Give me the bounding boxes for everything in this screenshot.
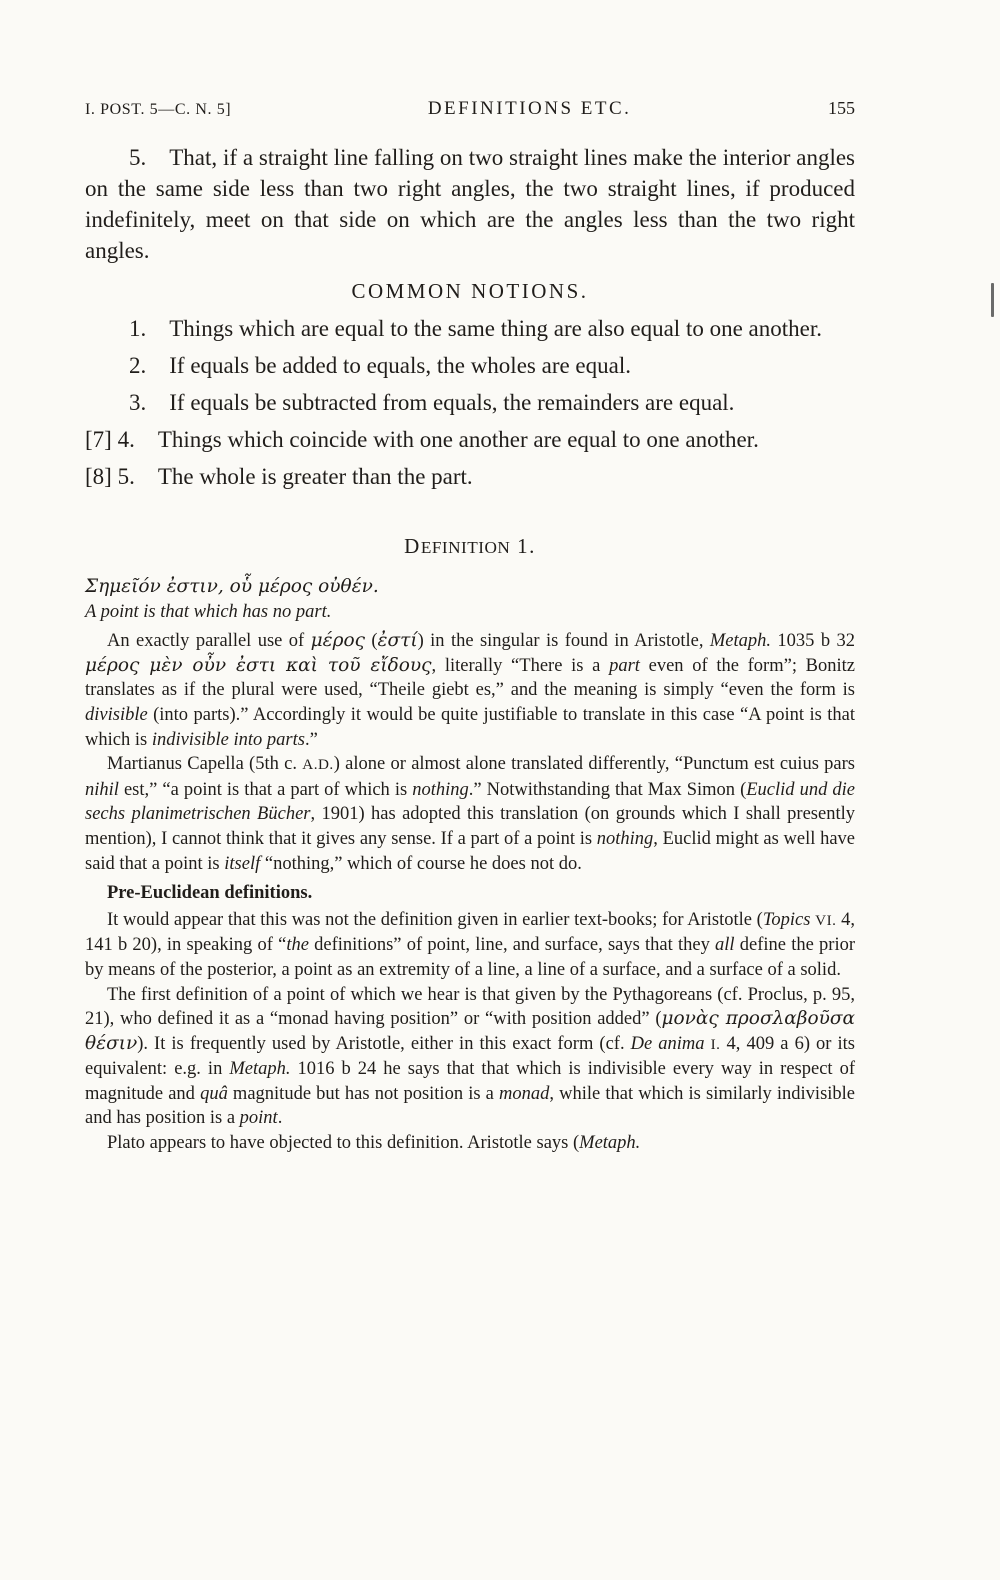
text-run: , 1901) has adopted this translation (on grounds which I shall presently mention), I cannot think that it gives any sense. If a part of a point is: [85, 804, 855, 849]
text-run: Metaph.: [229, 1059, 291, 1080]
running-head-title: DEFINITIONS ETC.: [427, 98, 632, 119]
text-run: D: [404, 534, 421, 558]
text-run: divisible: [85, 704, 148, 725]
text-run: Metaph.: [709, 631, 772, 652]
running-head: [85, 98, 855, 120]
text-run: ). It is frequently used by Aristotle, either in this exact form (cf.: [137, 1033, 631, 1054]
text-run: Pre-Euclidean definitions.: [107, 883, 313, 904]
common-notion-2: [85, 350, 855, 381]
note-paragraph-earlier-textbooks: [85, 908, 855, 983]
running-head-reference: I. POST. 5—C. N. 5]: [85, 101, 232, 118]
postulate-5-text: [85, 142, 855, 266]
common-notion-3: [85, 387, 855, 418]
definition-1-heading: [85, 534, 855, 559]
common-notion-1: [85, 313, 855, 344]
text-run: Plato appears to have objected to this definition. Aristotle says (: [107, 1133, 580, 1154]
text-run: ἐστί: [377, 630, 418, 652]
text-run: “nothing,” which of course he does not do.: [260, 853, 582, 874]
text-run: 3. If equals be subtracted from equals, the remainders are equal.: [129, 390, 735, 415]
text-run: An exactly parallel use of: [107, 631, 311, 652]
scan-artifact: [991, 283, 994, 317]
note-paragraph-parallel-use: [85, 629, 855, 752]
text-run: 4, 409 a 6) or its equivalent: e.g. in: [85, 1033, 856, 1080]
text-run: 2. If equals be added to equals, the wholes are equal.: [129, 353, 631, 378]
text-run: Euclid und die sechs planimetrischen Bücher: [85, 779, 855, 825]
text-run: all: [715, 935, 735, 956]
text-run: 1016 b 24 he says that that which is indivisible every way in respect of magnitude and: [85, 1059, 855, 1104]
text-run: definitions” of point, line, and surface, says that they: [308, 935, 716, 956]
text-run: 4, 141 b 20), in speaking of “: [85, 909, 856, 956]
text-run: itself: [224, 853, 261, 874]
common-notions-heading: COMMON NOTIONS.: [351, 279, 589, 303]
text-run: est,” “a point is that a part of which is: [118, 779, 413, 800]
text-run: De anima: [630, 1033, 705, 1054]
text-run: Metaph.: [579, 1133, 641, 1154]
text-run: 1.: [510, 534, 536, 558]
text-run: 1035 b 32: [771, 631, 856, 652]
text-run: A point is that which has no part.: [85, 601, 332, 622]
text-run: the: [286, 935, 309, 956]
text-run: nihil: [85, 779, 119, 800]
text-run: ) in the singular is found in Aristotle,: [417, 631, 710, 652]
text-run: , Euclid might as well have said that a point is: [85, 828, 855, 874]
text-run: It would appear that this was not the definition given in earlier text-books; for Aristotle (: [107, 909, 763, 930]
text-run: ) alone or almost alone translated differently, “Punctum est cuius pars: [333, 754, 855, 775]
text-run: μέρος: [310, 630, 365, 652]
text-run: define the prior by means of the posterior, a point as an extremity of a line, a line of a surface, and a surface of a solid.: [85, 935, 855, 980]
text-run: indivisible into parts: [151, 729, 305, 750]
text-run: magnitude but has not position is a: [227, 1083, 499, 1104]
common-notion-5: [85, 461, 855, 492]
note-heading-pre-euclidean: [85, 881, 855, 906]
common-notion-4: [85, 424, 855, 455]
note-paragraph-pythagoreans: [85, 983, 855, 1132]
text-run: μέρος μὲν οὖν ἐστι καὶ τοῦ εἴδους: [85, 654, 432, 676]
text-run: .: [277, 1108, 283, 1129]
text-run: monad: [499, 1083, 550, 1104]
text-run: Σημεῖόν ἐστιν, οὗ μέρος οὐθέν.: [85, 576, 379, 597]
text-run: μονὰς προσλαβοῦσα θέσιν: [85, 1008, 855, 1054]
text-run: [8] 5. The whole is greater than the part.: [85, 464, 473, 489]
text-run: quâ: [200, 1083, 228, 1104]
text-run: .” Notwithstanding that Max Simon (: [468, 779, 747, 800]
text-run: point: [239, 1108, 278, 1129]
text-run: (: [364, 631, 378, 652]
text-run: part: [609, 655, 640, 676]
text-run: [7] 4. Things which coincide with one another are equal to one another.: [85, 427, 759, 452]
text-run: 1. Things which are equal to the same thing are also equal to one another.: [129, 316, 822, 341]
text-run: nothing: [412, 779, 469, 800]
note-paragraph-plato: [85, 1131, 855, 1156]
text-run: even of the form”; Bonitz translates as if the plural were used, “Theile giebt es,” and the meaning is simply “even the form is: [85, 655, 855, 701]
text-run: (into parts).” Accordingly it would be quite justifiable to translate in this case “A point is that which is: [85, 704, 855, 750]
note-paragraph-martianus-capella: [85, 752, 855, 876]
text-run: 5. That, if a straight line falling on two straight lines make the interior angles on the same side less than two right angles, the two straight lines, if produced indefinitely, meet on that side on which are the angles less than the two right angles.: [85, 145, 855, 263]
text-run: EFINITION: [420, 538, 511, 557]
definition-1-greek: [85, 575, 855, 600]
definition-1-translation: [85, 600, 855, 625]
text-run: The first definition of a point of which we hear is that given by the Pythagoreans (cf. Proclus, p. 95, 21), who defined it as a “monad having position” or “with position added” (: [85, 984, 855, 1030]
text-run: VI.: [815, 911, 837, 929]
page-number: 155: [828, 98, 855, 118]
page-content: [85, 98, 855, 1156]
text-run: , while that which is similarly indivisible and has position is a: [85, 1083, 856, 1129]
text-run: Martianus Capella (5th c.: [107, 754, 303, 775]
text-run: I.: [710, 1035, 721, 1053]
text-run: , literally “There is a: [431, 655, 610, 676]
text-run: nothing: [596, 828, 654, 849]
text-run: .”: [304, 729, 318, 750]
text-run: Topics: [762, 909, 811, 930]
text-run: A.D.: [302, 756, 334, 774]
